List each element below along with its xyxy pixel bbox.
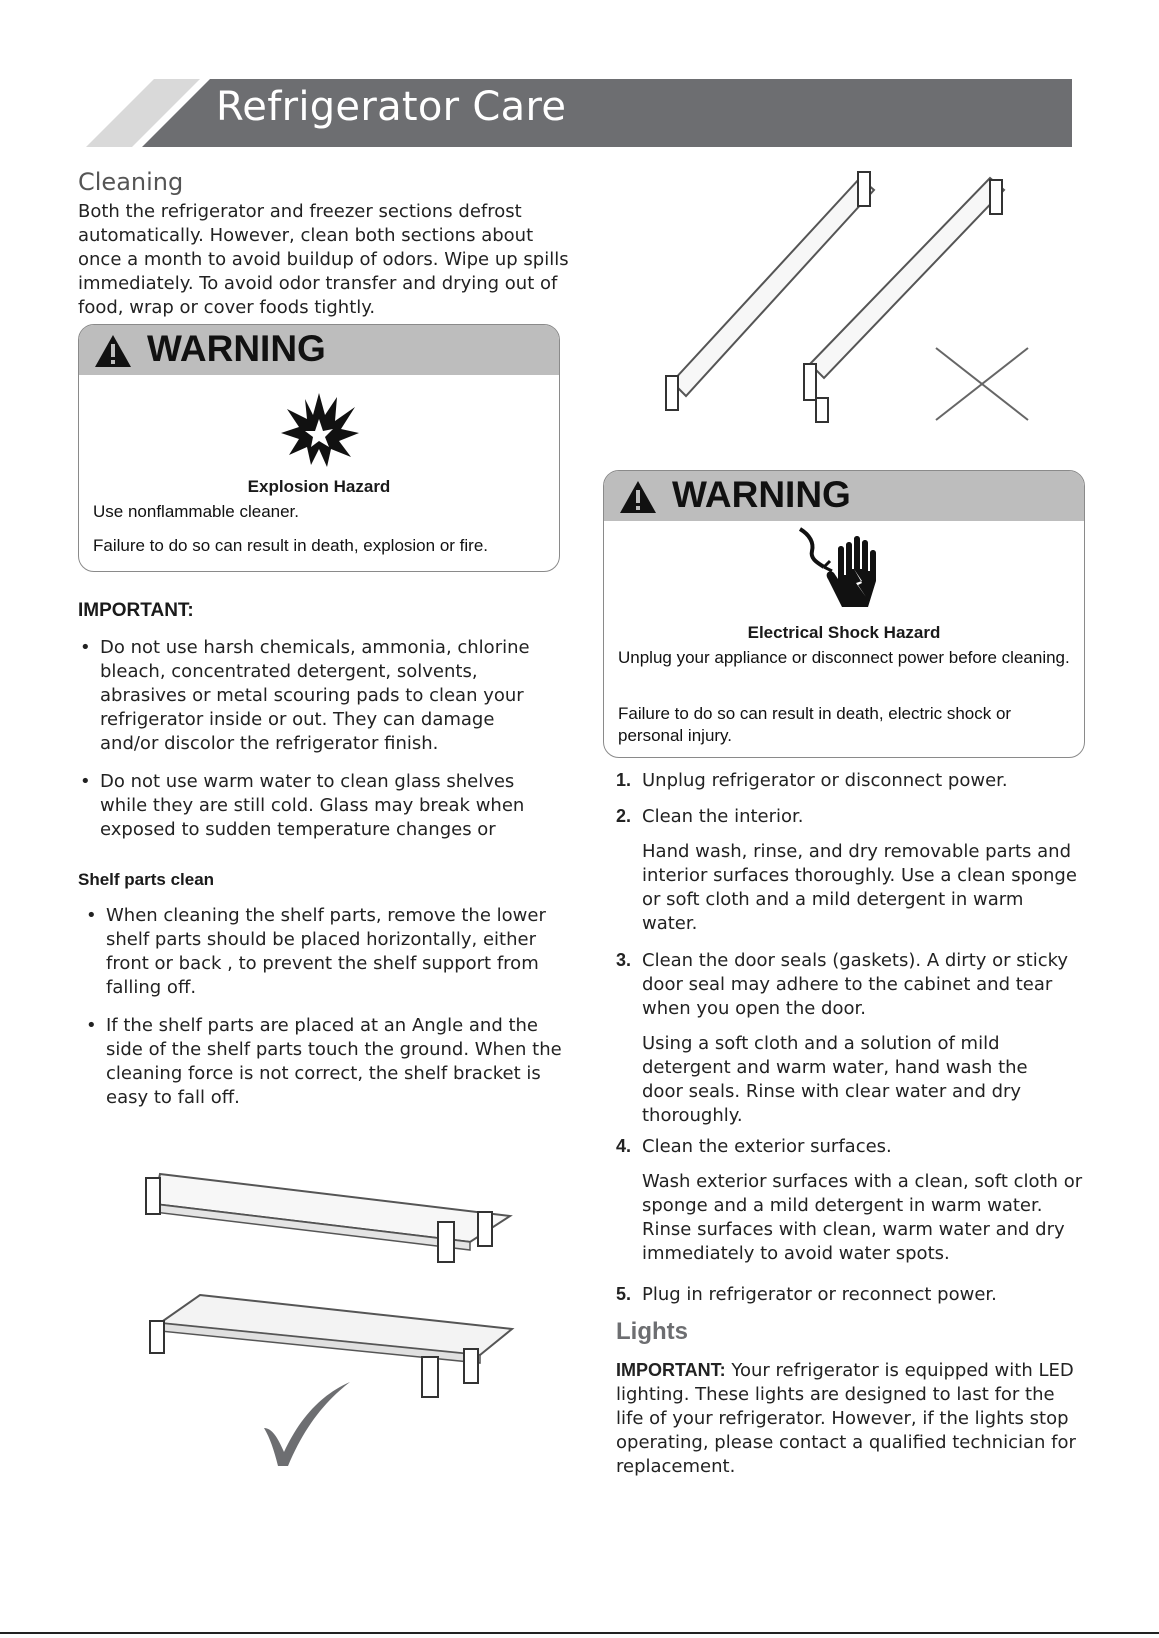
list-item: • When cleaning the shelf parts, remove the lower shelf parts should be placed horizontally, either front or back , to prevent the shelf support from falling off. <box>86 905 546 998</box>
warning-header <box>79 325 559 375</box>
cleaning-heading: Cleaning <box>78 168 184 196</box>
step-detail: Using a soft cloth and a solution of mild detergent and warm water, hand wash the door seals. Rinse with clear water and dry thoroughly. <box>642 1033 1028 1126</box>
hazard-title: Explosion Hazard <box>247 477 391 496</box>
hazard-line-1: Unplug your appliance or disconnect power before cleaning. <box>618 648 1070 667</box>
list-item: • Do not use warm water to clean glass shelves while they are still cold. Glass may break when exposed to sudden temperature changes or <box>80 771 525 840</box>
checkmark-icon <box>262 1380 354 1468</box>
cleaning-intro: Both the refrigerator and freezer sections defrost automatically. However, clean both sections about once a month to avoid buildup of odors. Wipe up spills immediately. To avoid odor transfer and drying out of food, wrap or cover foods tightly. <box>78 201 569 318</box>
cross-mark-icon <box>934 346 1030 422</box>
warning-header <box>604 471 1084 521</box>
important-list <box>78 636 558 856</box>
list-item: 5. Plug in refrigerator or reconnect power. <box>616 1284 997 1305</box>
list-item: 2. Clean the interior. <box>616 806 804 827</box>
warning-triangle-icon <box>618 479 658 515</box>
list-item: 3. Clean the door seals (gaskets). A dirty or sticky door seal may adhere to the cabinet and tear when you open the door. <box>616 950 1069 1019</box>
step-detail: Hand wash, rinse, and dry removable parts and interior surfaces thoroughly. Use a clean sponge or soft cloth and a mild detergent in warm water. <box>642 841 1077 934</box>
header-decoration <box>0 0 1159 160</box>
footer-rule <box>0 1632 1159 1634</box>
list-item: 4. Clean the exterior surfaces. <box>616 1136 892 1157</box>
important-heading: IMPORTANT: <box>78 600 194 621</box>
list-item: • Do not use harsh chemicals, ammonia, chlorine bleach, concentrated detergent, solvents, abrasives or metal scouring pads to clean your refrigerator inside or out. They can damage and/or discolor the refrigerator finish. <box>80 637 530 754</box>
hazard-line-2: Failure to do so can result in death, electric shock or personal injury. <box>618 704 1012 745</box>
explosion-hazard-icon <box>277 385 361 469</box>
warning-triangle-icon <box>93 333 133 369</box>
shock-warning-box <box>603 470 1085 758</box>
electrical-shock-hazard-icon <box>796 525 886 617</box>
step-detail: Wash exterior surfaces with a clean, soft cloth or sponge and a mild detergent in warm water. Rinse surfaces with clean, warm water and dry immediately to avoid water spots. <box>642 1171 1083 1264</box>
shelf-parts-heading: Shelf parts clean <box>78 870 215 889</box>
warning-label: WARNING <box>672 474 851 515</box>
explosion-warning-box <box>78 324 560 572</box>
list-item: 1. Unplug refrigerator or disconnect power. <box>616 770 1008 791</box>
hazard-line-2: Failure to do so can result in death, explosion or fire. <box>93 536 488 555</box>
list-item: • If the shelf parts are placed at an Angle and the side of the shelf parts touch the ground. When the cleaning force is not correct, the shelf bracket is easy to fall off. <box>86 1015 562 1108</box>
shelf-upper-illustration <box>140 1160 520 1300</box>
warning-label: WARNING <box>147 328 326 369</box>
lights-heading: Lights <box>616 1318 688 1345</box>
shelf-parts-list <box>84 904 564 1124</box>
hazard-title: Electrical Shock Hazard <box>747 623 941 642</box>
lights-text: IMPORTANT: Your refrigerator is equipped with LED lighting. These lights are designed to last for the life of your refrigerator. However, if the lights stop operating, please contact a qualified technician for replacement. <box>616 1360 1076 1477</box>
hazard-line-1: Use nonflammable cleaner. <box>93 502 300 521</box>
page-title: Refrigerator Care <box>216 84 567 130</box>
